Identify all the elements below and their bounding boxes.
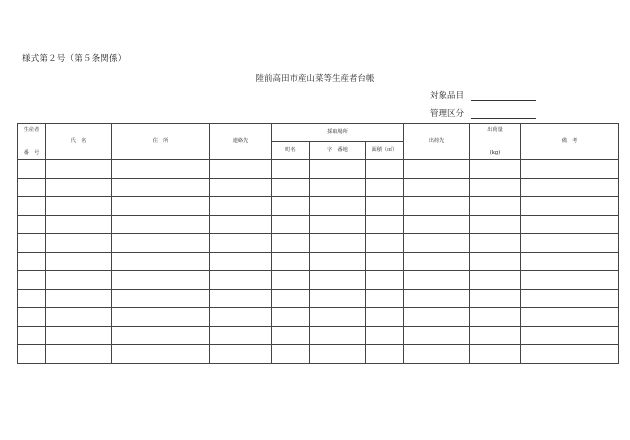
table-cell[interactable]: [521, 178, 619, 197]
table-cell[interactable]: [18, 308, 46, 327]
table-cell[interactable]: [210, 160, 272, 179]
table-cell[interactable]: [272, 178, 310, 197]
table-cell[interactable]: [404, 160, 470, 179]
table-cell[interactable]: [404, 178, 470, 197]
table-cell[interactable]: [210, 215, 272, 234]
table-cell[interactable]: [470, 197, 521, 216]
table-cell[interactable]: [366, 178, 404, 197]
table-cell[interactable]: [210, 271, 272, 290]
table-cell[interactable]: [470, 234, 521, 253]
header-destination: 出荷先: [404, 124, 470, 160]
header-quantity: [470, 124, 521, 160]
table-cell[interactable]: [404, 271, 470, 290]
table-cell[interactable]: [210, 197, 272, 216]
table-cell[interactable]: [112, 215, 210, 234]
table-cell[interactable]: [272, 289, 310, 308]
table-cell[interactable]: [366, 215, 404, 234]
table-row: [18, 160, 619, 179]
header-producer-number: [18, 124, 46, 160]
header-producer-top: 生産者: [23, 126, 40, 133]
table-cell[interactable]: [310, 289, 366, 308]
table-cell[interactable]: [210, 234, 272, 253]
table-cell[interactable]: [366, 326, 404, 345]
table-cell[interactable]: [470, 252, 521, 271]
table-row: [18, 271, 619, 290]
table-cell[interactable]: [272, 215, 310, 234]
table-cell[interactable]: [310, 234, 366, 253]
table-cell[interactable]: [112, 308, 210, 327]
table-cell[interactable]: [210, 326, 272, 345]
table-cell[interactable]: [46, 234, 112, 253]
table-row: [18, 326, 619, 345]
table-cell[interactable]: [210, 252, 272, 271]
management-field[interactable]: [471, 118, 536, 119]
header-quantity-top: 出荷量: [487, 126, 503, 133]
table-cell[interactable]: [112, 178, 210, 197]
table-cell[interactable]: [310, 160, 366, 179]
document-title: 陸前高田市産山菜等生産者台帳: [255, 74, 375, 84]
table-row: [18, 308, 619, 327]
table-cell[interactable]: [470, 289, 521, 308]
table-cell[interactable]: [46, 178, 112, 197]
table-cell[interactable]: [366, 252, 404, 271]
header-remarks: 備 考: [521, 124, 619, 160]
table-cell[interactable]: [366, 271, 404, 290]
table-cell[interactable]: [521, 289, 619, 308]
table-cell[interactable]: [521, 160, 619, 179]
table-cell[interactable]: [46, 289, 112, 308]
table-cell[interactable]: [521, 197, 619, 216]
table-cell[interactable]: [470, 271, 521, 290]
table-cell[interactable]: [521, 308, 619, 327]
table-cell[interactable]: [366, 234, 404, 253]
table-cell[interactable]: [18, 215, 46, 234]
table-cell[interactable]: [521, 215, 619, 234]
table-cell[interactable]: [310, 271, 366, 290]
table-cell[interactable]: [112, 289, 210, 308]
table-row: [18, 252, 619, 271]
table-cell[interactable]: [404, 215, 470, 234]
header-area: 面積（㎡）: [366, 142, 404, 160]
table-cell[interactable]: [310, 178, 366, 197]
table-cell[interactable]: [404, 326, 470, 345]
table-cell[interactable]: [272, 308, 310, 327]
table-cell[interactable]: [18, 197, 46, 216]
table-cell[interactable]: [46, 215, 112, 234]
table-cell[interactable]: [272, 197, 310, 216]
table-cell[interactable]: [18, 234, 46, 253]
header-aza: 字 番地: [310, 142, 366, 160]
table-cell[interactable]: [366, 197, 404, 216]
form-number: 様式第２号（第５条関係）: [22, 54, 127, 64]
table-cell[interactable]: [18, 271, 46, 290]
table-cell[interactable]: [310, 345, 366, 364]
header-producer-bottom: 番 号: [23, 150, 40, 157]
table-cell[interactable]: [310, 326, 366, 345]
table-cell[interactable]: [112, 197, 210, 216]
header-quantity-unit: (kg): [489, 150, 501, 157]
table-row: [18, 289, 619, 308]
table-cell[interactable]: [18, 252, 46, 271]
producer-ledger-table: [17, 123, 619, 364]
table-row: [18, 234, 619, 253]
table-cell[interactable]: [210, 308, 272, 327]
table-cell[interactable]: [272, 234, 310, 253]
table-cell[interactable]: [46, 271, 112, 290]
table-cell[interactable]: [310, 252, 366, 271]
table-cell[interactable]: [470, 178, 521, 197]
table-cell[interactable]: [272, 271, 310, 290]
management-label: 管理区分: [430, 109, 465, 119]
table-cell[interactable]: [366, 345, 404, 364]
table-cell[interactable]: [470, 345, 521, 364]
table-cell[interactable]: [404, 289, 470, 308]
table-cell[interactable]: [112, 345, 210, 364]
table-cell[interactable]: [366, 160, 404, 179]
target-item-field[interactable]: [471, 100, 536, 101]
table-cell[interactable]: [210, 178, 272, 197]
table-cell[interactable]: [521, 252, 619, 271]
header-address: 住 所: [112, 124, 210, 160]
table-cell[interactable]: [470, 308, 521, 327]
table-cell[interactable]: [46, 197, 112, 216]
table-cell[interactable]: [210, 289, 272, 308]
table-cell[interactable]: [470, 326, 521, 345]
table-row: [18, 215, 619, 234]
table-cell[interactable]: [46, 160, 112, 179]
table-cell[interactable]: [18, 289, 46, 308]
table-cell[interactable]: [366, 289, 404, 308]
table-cell[interactable]: [470, 160, 521, 179]
table-cell[interactable]: [310, 215, 366, 234]
table-cell[interactable]: [310, 197, 366, 216]
header-name: 氏 名: [46, 124, 112, 160]
table-cell[interactable]: [46, 326, 112, 345]
table-cell[interactable]: [272, 345, 310, 364]
header-town: 町名: [272, 142, 310, 160]
target-item-row: [430, 89, 540, 103]
ledger-body: [18, 160, 619, 364]
table-row: [18, 178, 619, 197]
table-cell[interactable]: [404, 197, 470, 216]
table-cell[interactable]: [310, 308, 366, 327]
management-row: [430, 107, 540, 121]
header-collection-place: 採取場所: [272, 124, 404, 142]
table-cell[interactable]: [366, 308, 404, 327]
target-item-label: 対象品目: [430, 91, 465, 101]
table-cell[interactable]: [112, 160, 210, 179]
table-cell[interactable]: [46, 308, 112, 327]
table-cell[interactable]: [404, 308, 470, 327]
table-cell[interactable]: [521, 271, 619, 290]
table-cell[interactable]: [18, 160, 46, 179]
table-cell[interactable]: [46, 252, 112, 271]
table-cell[interactable]: [112, 271, 210, 290]
table-cell[interactable]: [112, 252, 210, 271]
table-cell[interactable]: [18, 345, 46, 364]
table-cell[interactable]: [521, 345, 619, 364]
table-cell[interactable]: [112, 234, 210, 253]
table-cell[interactable]: [404, 252, 470, 271]
table-cell[interactable]: [272, 160, 310, 179]
table-cell[interactable]: [46, 345, 112, 364]
table-cell[interactable]: [404, 345, 470, 364]
table-cell[interactable]: [18, 178, 46, 197]
table-cell[interactable]: [272, 326, 310, 345]
table-cell[interactable]: [470, 215, 521, 234]
table-row: [18, 345, 619, 364]
header-contact: 連絡先: [210, 124, 272, 160]
table-cell[interactable]: [112, 326, 210, 345]
table-cell[interactable]: [404, 234, 470, 253]
table-row: [18, 197, 619, 216]
table-cell[interactable]: [18, 326, 46, 345]
table-cell[interactable]: [521, 234, 619, 253]
table-cell[interactable]: [521, 326, 619, 345]
table-cell[interactable]: [210, 345, 272, 364]
table-cell[interactable]: [272, 252, 310, 271]
